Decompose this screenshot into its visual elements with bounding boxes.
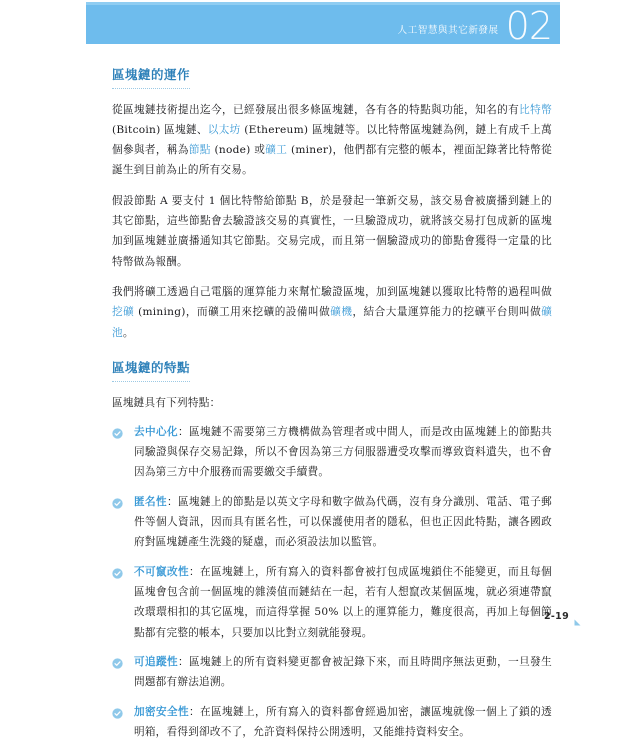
text-run: (Ethereum) 區塊鏈等。以比特幣區塊鏈為例，鏈上有成千上萬個參與者，稱為: [112, 123, 552, 157]
feature-term: 不可竄改性: [134, 565, 190, 578]
feature-body: ：區塊鏈上的節點是以英文字母和數字做為代碼，沒有身分識別、電話、電子郵件等個人資訊，因而具有匿名性，可以保護使用者的隱私，但也正因此特點，讓各國政府對區塊鏈產生洗錢的疑慮，而必須設法加以監管。: [134, 495, 552, 549]
section-blockchain-features: [112, 343, 552, 742]
keyword-term: 礦工: [265, 144, 288, 157]
text-run: (node) 或: [210, 144, 266, 157]
feature-list: [112, 422, 552, 742]
paragraph: [112, 191, 552, 272]
check-circle-icon: [112, 426, 123, 437]
header-content: [397, 3, 552, 48]
text-run: 。: [122, 326, 134, 339]
text-run: 從區塊鏈技術提出迄今，已經發展出很多條區塊鏈，各有各的特點與功能，知名的有: [112, 103, 520, 116]
list-item: [112, 492, 552, 553]
check-circle-icon: [112, 566, 123, 577]
page-corner-mark-icon: [573, 612, 582, 621]
list-item: [112, 422, 552, 483]
list-item: [112, 562, 552, 643]
check-circle-icon: [112, 706, 123, 717]
text-run: ，結合大量運算能力的挖礦平台則叫做: [352, 306, 542, 319]
text-run: 假設節點 A 要支付 1 個比特幣給節點 B，於是發起一筆新交易，該交易會被廣播到鏈上的其它節點，這些節點會去驗證該交易的真實性，一旦驗證成功，就將該交易打包成新的區塊加到區塊鏈並廣播通知其它節點。交易完成，而且第一個驗證成功的節點會獲得一定量的比特幣做為報酬。: [112, 194, 552, 268]
feature-body: ：區塊鏈上的所有資料變更都會被記錄下來，而且時間序無法更動，一旦發生問題都有辦法追溯。: [134, 656, 553, 689]
keyword-term: 挖礦: [112, 306, 135, 319]
text-run: 我們將礦工透過自己電腦的運算能力來幫忙驗證區塊，加到區塊鏈以獲取比特幣的過程叫做: [112, 286, 552, 299]
section-heading: 區塊鏈的運作: [112, 66, 190, 89]
feature-list-intro: 區塊鏈具有下列特點：: [112, 396, 221, 409]
check-circle-icon: [112, 496, 123, 507]
section-heading: 區塊鏈的特點: [112, 359, 190, 382]
feature-term: 加密安全性: [134, 705, 190, 718]
chapter-header-banner: [86, 2, 560, 48]
check-circle-icon: [112, 656, 123, 667]
header-title: 人工智慧與其它新發展: [397, 24, 499, 36]
feature-body: ：區塊鏈不需要第三方機構做為管理者或中間人，而是改由區塊鏈上的節點共同驗證與保存交易記錄，所以不會因為第三方伺服器遭受攻擊而導致資料遺失，也不會因為第三方中介服務而需要繳交手續費。: [134, 425, 553, 479]
keyword-term: 以太坊: [207, 123, 241, 136]
text-run: (miner)，他們都有完整的帳本，裡面記錄著比特幣從誕生到目前為止的所有交易。: [112, 144, 552, 177]
section-blockchain-operation: [112, 64, 552, 343]
keyword-term: 礦池: [112, 306, 553, 339]
text-run: (Bitcoin) 區塊鏈、: [112, 123, 208, 136]
feature-term: 去中心化: [134, 425, 179, 438]
page-footer: [544, 611, 582, 622]
list-item: [112, 652, 552, 693]
keyword-term: 節點: [188, 144, 211, 157]
keyword-term: 比特幣: [519, 103, 553, 116]
page-content: [112, 64, 552, 742]
chapter-number: 02: [505, 3, 552, 48]
paragraph: [112, 100, 552, 181]
feature-term: 匿名性: [134, 495, 168, 508]
keyword-term: 礦機: [330, 306, 353, 319]
feature-body: ：在區塊鏈上，所有寫入的資料都會經過加密，讓區塊就像一個上了鎖的透明箱，看得到卻改不了，允許資料保持公開透明，又能維持資料安全。: [134, 705, 553, 738]
feature-body: ：在區塊鏈上，所有寫入的資料都會被打包成區塊鎖住不能變更，而且每個區塊會包含前一個區塊的雜湊值而鏈結在一起，若有人想竄改某個區塊，就必須連帶竄改環環相扣的其它區塊，而這得掌握 50% 以上的運算能力，難度很高，再加上每個節點都有完整的帳本，只要加以比對立刻就能發現。: [134, 565, 553, 639]
page-number: 2-19: [544, 611, 569, 622]
list-item: [112, 702, 552, 742]
feature-term: 可追蹤性: [134, 656, 179, 669]
text-run: (mining)，而礦工用來挖礦的設備叫做: [134, 306, 331, 319]
paragraph: [112, 282, 552, 343]
